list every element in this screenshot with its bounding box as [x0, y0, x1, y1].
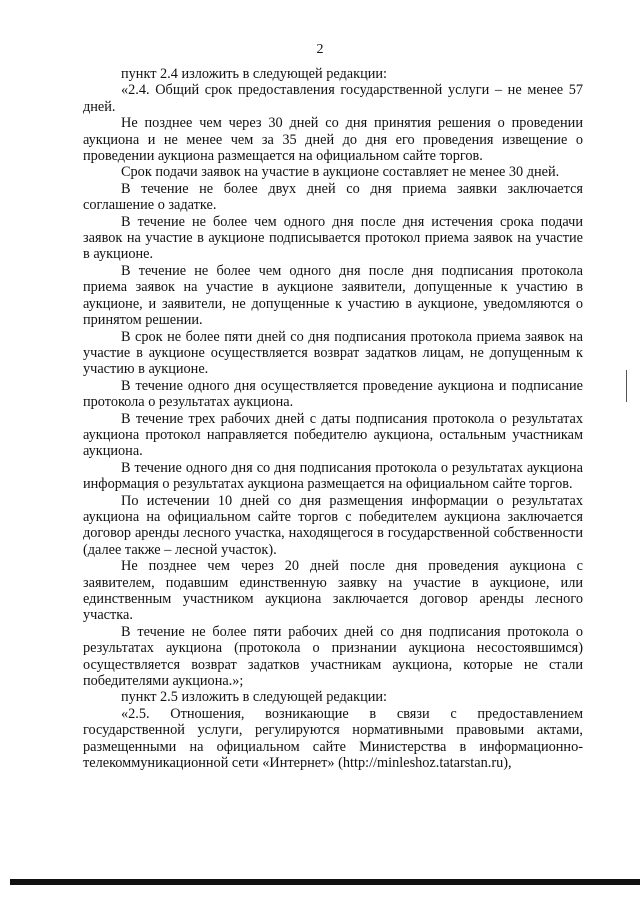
paragraph: «2.5. Отношения, возникающие в связи с предоставлением государственной услуги, регулируются нормативными правовыми актами, размещенными на официальном сайте Министерства в информационно-телекоммуникационной сети «Интернет» (http://minleshoz.tatarstan.ru),	[83, 705, 583, 772]
paragraph: «2.4. Общий срок предоставления государственной услуги – не менее 57 дней.	[83, 82, 583, 115]
paragraph: В течение не более чем одного дня после дня истечения срока подачи заявок на участие в аукционе подписывается протокол приема заявок на участие в аукционе.	[83, 213, 583, 263]
paragraph: В срок не более пяти дней со дня подписания протокола приема заявок на участие в аукционе осуществляется возврат задатков лицам, не допущенным к участию в аукционе.	[83, 328, 583, 378]
paragraph: Не позднее чем через 30 дней со дня принятия решения о проведении аукциона и не менее чем за 35 дней до дня его проведения извещение о проведении аукциона размещается на официальном сайте торгов.	[83, 115, 583, 165]
paragraph: пункт 2.4 изложить в следующей редакции:	[121, 66, 388, 82]
scan-mark	[626, 370, 627, 402]
document-body	[83, 66, 583, 771]
page-number: 2	[316, 42, 324, 57]
paragraph: В течение одного дня осуществляется проведение аукциона и подписание протокола о результатах аукциона.	[83, 377, 583, 411]
paragraph: По истечении 10 дней со дня размещения информации о результатах аукциона на официальном сайте торгов с победителем аукциона заключается договор аренды лесного участка, находящегося в государственной собственности (далее также – лесной участок).	[83, 492, 583, 558]
paragraph: В течение одного дня со дня подписания протокола о результатах аукциона информация о результатах аукциона размещается на официальном сайте торгов.	[83, 459, 583, 493]
paragraph: В течение трех рабочих дней с даты подписания протокола о результатах аукциона протокол направляется победителю аукциона, остальным участникам аукциона.	[83, 410, 583, 460]
paragraph: Срок подачи заявок на участие в аукционе составляет не менее 30 дней.	[121, 164, 560, 181]
paragraph: В течение не более чем одного дня после дня подписания протокола приема заявок на участие в аукционе заявители, допущенные к участию в аукционе, и заявители, не допущенные к участию в аукционе, уведомляются о принятом решении.	[83, 262, 583, 329]
paragraph: В течение не более двух дней со дня приема заявки заключается соглашение о задатке.	[83, 180, 583, 214]
paragraph: В течение не более пяти рабочих дней со дня подписания протокола о результатах аукциона (протокола о признании аукциона несостоявшимся) осуществляется возврат задатков участникам аукциона, которые не стали победителями аукциона.»;	[83, 623, 583, 690]
paragraph: пункт 2.5 изложить в следующей редакции:	[121, 689, 388, 706]
paragraph: Не позднее чем через 20 дней после дня проведения аукциона с заявителем, подавшим единственную заявку на участие в аукционе, или единственным участником аукциона заключается договор аренды лесного участка.	[83, 558, 583, 624]
scan-border	[10, 879, 640, 885]
